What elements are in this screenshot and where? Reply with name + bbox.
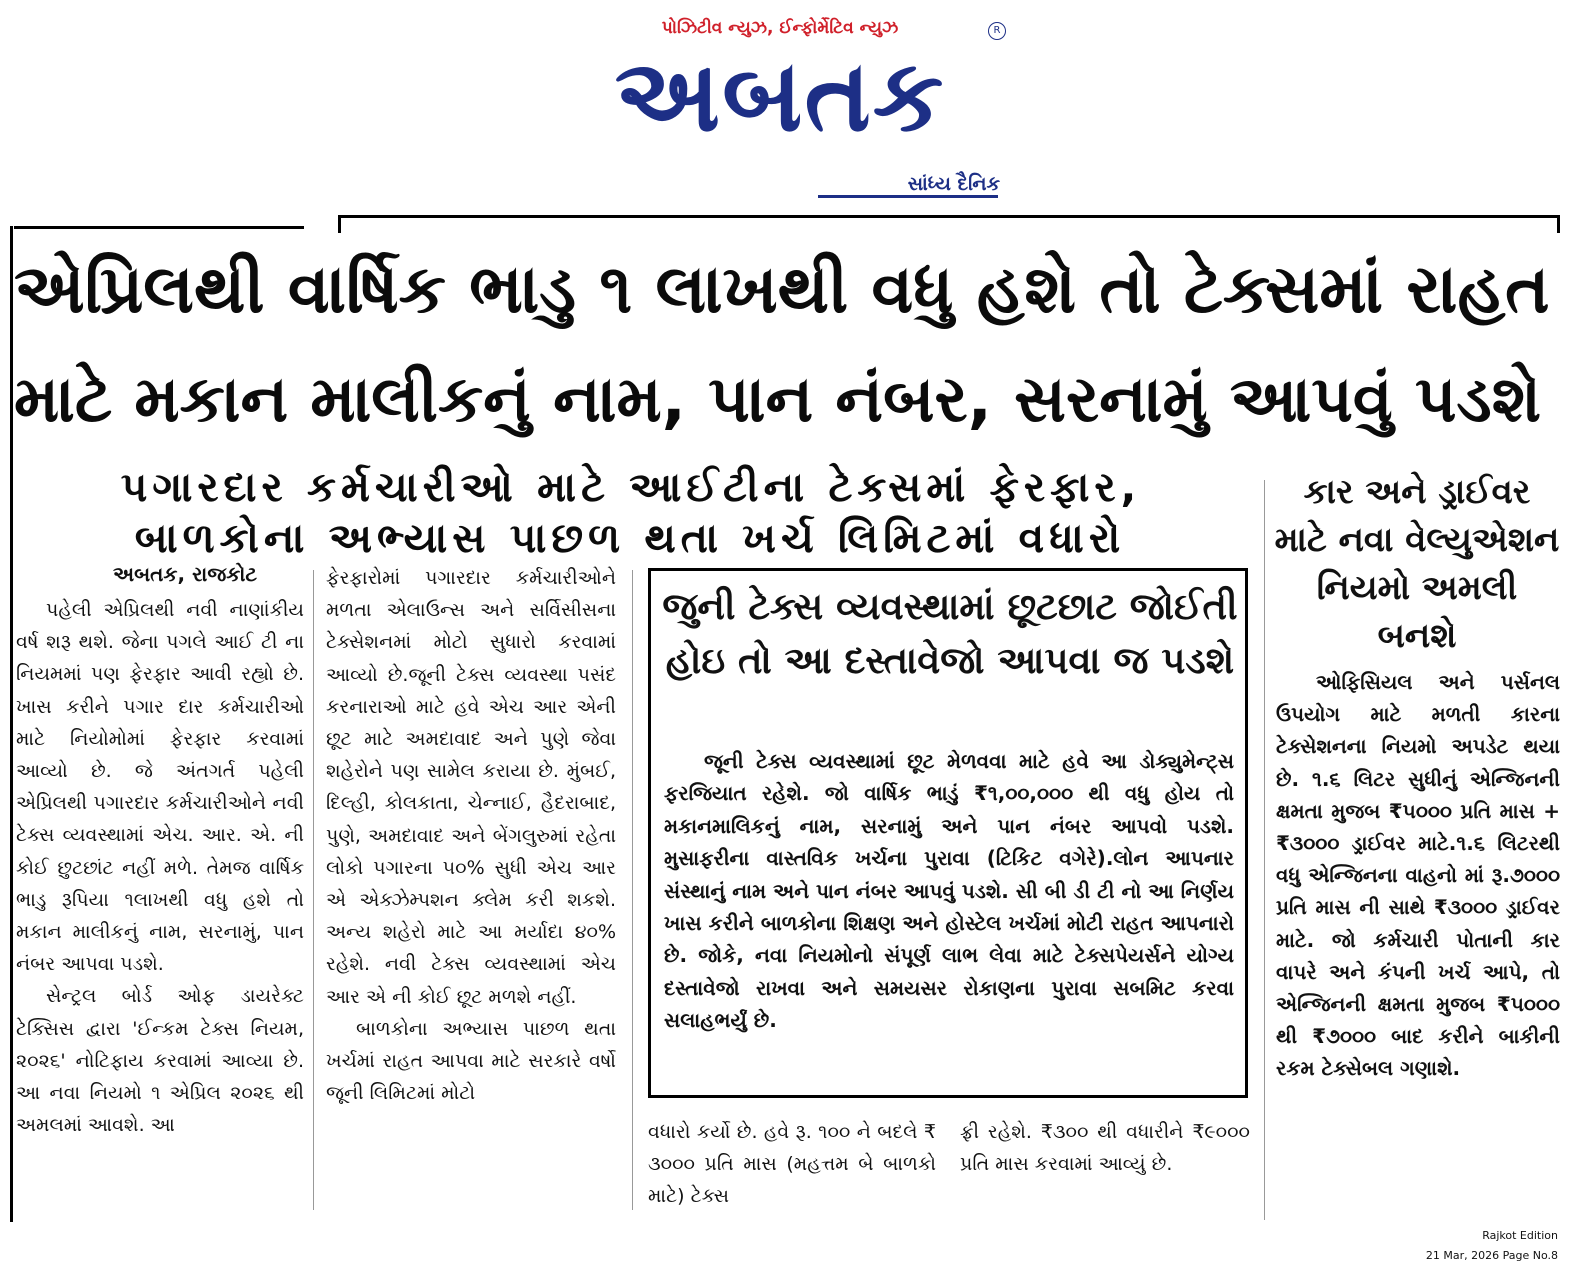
subheadline-line-1: પગારદાર કર્મચારીઓ માટે આઈટીના ટેક્સમાં ફેરફાર, [120,463,1142,511]
divider [10,226,13,1222]
divider [14,226,304,229]
article-column-2 [326,562,616,1109]
side-article-headline: કાર અને ડ્રાઈવર માટે નવા વેલ્યુએશન નિયમો અમલી બનશે [1274,472,1560,656]
divider [338,215,1560,218]
divider [338,215,341,233]
masthead-tagline: પોઝિટીવ ન્યુઝ, ઈન્ફોર્મેટિવ ન્યુઝ [661,18,899,38]
newspaper-logo: અબતક [614,37,946,154]
article-byline: અબતક, રાજકોટ [112,562,258,586]
article-column-3a: વધારો કર્યો છે. હવે રૂ. ૧૦૦ ને બદલે ₹ ૩૦૦૦ પ્રતિ માસ (મહત્તમ બે બાળકો માટે) ટેક્સ [648,1121,936,1208]
masthead-subtitle: સાંધ્ય દૈનિક [907,173,1000,195]
boxed-article-headline: જુની ટેક્સ વ્યવસ્થામાં છૂટછાટ જોઈતી હોઇ તો આ દસ્તાવેજો આપવા જ પડશે [662,585,1238,682]
article-paragraph: બાળકોના અભ્યાસ પાછળ થતા ખર્ચમાં રાહત આપવા માટે સરકારે વર્ષો જૂની લિમિટમાં મોટો [326,1017,616,1105]
article-paragraph: ફેરફારોમાં પગારદાર કર્મચારીઓને મળતા એલાઉન્સ અને સર્વિસીસના ટેક્સેશનમાં મોટો સુધારો કરવામાં આવ્યો છે.જૂની ટેક્સ વ્યવસ્થા પસંદ કરનારાઓ માટે હવે એચ આર એની છૂટ માટે અમદાવાદ અને પુણે જેવા શહેરોને પણ સામેલ કરાયા છે. મુંબઈ, દિલ્હી, કોલકાતા, ચેન્નાઈ, હૈદરાબાદ, પુણે, અમદાવાદ અને બેંગલુરુમાં રહેતા લોકો પગારના ૫૦% સુધી એચ આર એ એક્ઝેમ્પશન ક્લેમ કરી શકશે. અન્ય શહેરો માટે આ મર્યાદા ૪૦% રહેશે. નવી ટેક્સ વ્યવસ્થામાં એચ આર એ ની કોઈ છૂટ મળશે નહીં. [326,567,616,1008]
registered-mark-icon: R [988,22,1006,40]
column-divider [1264,480,1265,1220]
headline-line-1: એપ્રિલથી વાર્ષિક ભાડુ ૧ લાખથી વધુ હશે તો ટેક્સમાં રાહત [14,250,1550,328]
side-article-body [1276,666,1560,1085]
column-divider [313,570,314,1210]
masthead-underline [818,195,998,198]
divider [1557,215,1560,233]
article-paragraph: ઓફિસિયલ અને પર્સનલ ઉપયોગ માટે મળતી કારના ટેક્સેશનના નિયમો અપડેટ થયા છે. ૧.૬ લિટર સુધીનું એન્જિનની ક્ષમતા મુજબ ₹૫૦૦૦ પ્રતિ માસ + ₹૩૦૦૦ ડ્રાઈવર માટે.૧.૬ લિટરથી વધુ એન્જિનના વાહનો માં રૂ.૭૦૦૦ પ્રતિ માસ ની સાથે ₹૩૦૦૦ ડ્રાઈવર માટે. જો કર્મચારી પોતાની કાર વાપરે અને કંપની ખર્ચ આપે, તો એન્જિનની ક્ષમતા મુજબ ₹૫૦૦૦ થી ₹૭૦૦૦ બાદ કરીને બાકીની રકમ ટેક્સેબલ ગણાશે. [1276,670,1560,1081]
column-divider [632,570,633,1210]
article-column-3b: ફ્રી રહેશે. ₹૩૦૦ થી વધારીને ₹૯૦૦૦ પ્રતિ માસ કરવામાં આવ્યું છે. [960,1121,1250,1176]
article-paragraph: પહેલી એપ્રિલથી નવી નાણાંકીય વર્ષ શરૂ થશે. જેના પગલે આઈ ટી ના નિયમમાં પણ ફેરફાર આવી રહ્યો છે. ખાસ કરીને પગાર દાર કર્મચારીઓ માટે નિયોમોમાં ફેરફાર કરવામાં આવ્યો છે. જે અંતગર્ત પહેલી એપ્રિલથી પગારદાર કર્મચારીઓને નવી ટેક્સ વ્યવસ્થામાં એચ. આર. એ. ની કોઈ છુટછાંટ નહીં મળે. તેમજ વાર્ષિક ભાડુ રૂપિયા ૧લાખથી વધુ હશે તો મકાન માલીકનું નામ, સરનામું, પાન નંબર આપવા પડશે. [16,599,304,976]
boxed-article-body [664,745,1234,1037]
article-paragraph: જૂની ટેક્સ વ્યવસ્થામાં છૂટ મેળવવા માટે હવે આ ડોક્યુમેન્ટ્સ ફરજિયાત રહેશે. જો વાર્ષિક ભાડું ₹૧,૦૦,૦૦૦ થી વધુ હોય તો મકાનમાલિકનું નામ, સરનામું અને પાન નંબર આપવો પડશે. મુસાફરીના વાસ્તવિક ખર્ચના પુરાવા (ટિકિટ વગેરે).લોન આપનાર સંસ્થાનું નામ અને પાન નંબર આપવું પડશે. સી બી ડી ટી નો આ નિર્ણય ખાસ કરીને બાળકોના શિક્ષણ અને હોસ્ટેલ ખર્ચમાં મોટી રાહત આપનારો છે. જોકે, નવા નિયમોનો સંપૂર્ણ લાભ લેવા માટે ટેક્સપેયર્સને યોગ્ય દસ્તાવેજો રાખવા અને સમયસર રોકાણના પુરાવા સબમિટ કરવા સલાહભર્યું છે. [664,749,1234,1033]
headline-line-2: માટે મકાન માલીકનું નામ, પાન નંબર, સરનામું આપવું પડશે [14,363,1542,437]
edition-label: Rajkot Edition [1482,1229,1558,1242]
article-column-1 [16,594,304,1141]
page-dateline: 21 Mar, 2026 Page No.8 [1425,1249,1558,1262]
article-paragraph: સેન્ટ્રલ બોર્ડ ઓફ ડાયરેક્ટ ટેક્સિસ દ્વારા 'ઈન્કમ ટેક્સ નિયમ, ૨૦૨૬' નોટિફાય કરવામાં આવ્યા છે. આ નવા નિયમો ૧ એપ્રિલ ૨૦૨૬ થી અમલમાં આવશે. આ [16,985,304,1137]
subheadline-line-2: બાળકોના અભ્યાસ પાછળ થતા ખર્ચ લિમિટમાં વધારો [134,514,1126,562]
